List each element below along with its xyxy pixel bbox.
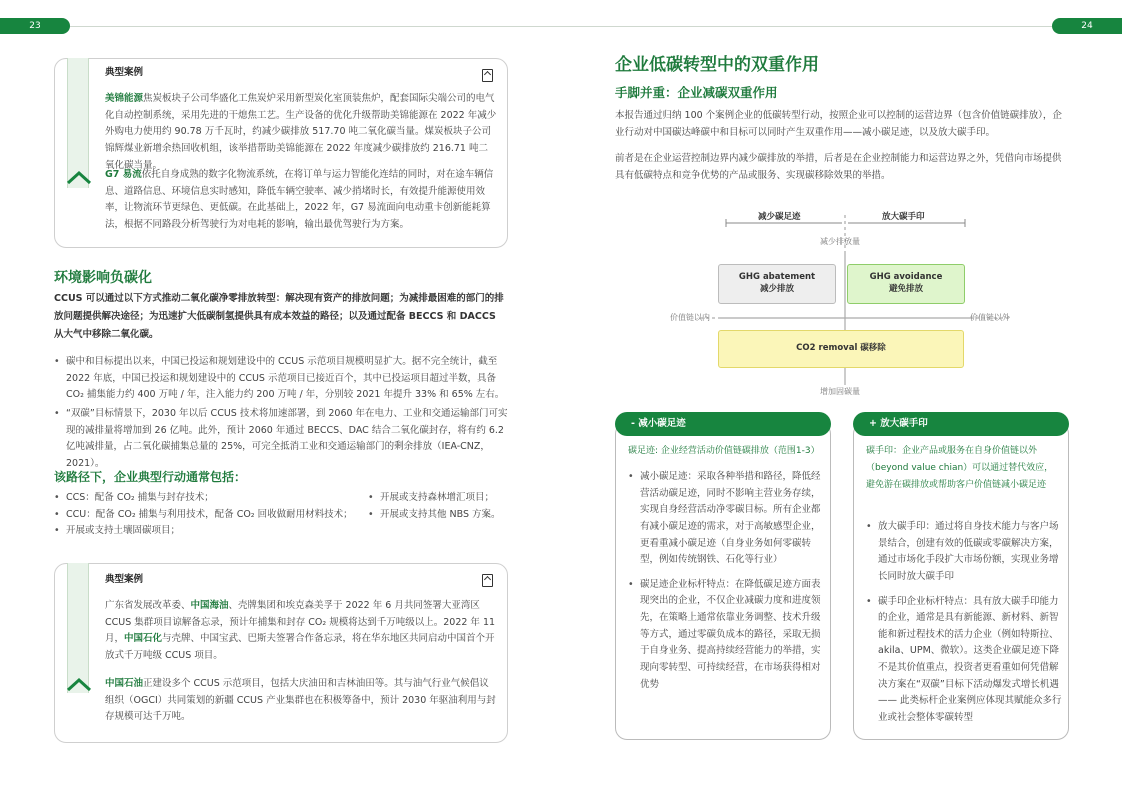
axis-label-left: 价值链以内 xyxy=(670,313,710,322)
list-item: • 碳中和目标提出以来，中国已投运和规划建设中的 CCUS 示范项目规模明显扩大。据不完全统计，截至 2022 年底，中国已投运和规划建设中的 CCUS 示范项目已接近百个，其中已投运项目超过半数，具备 CO₂ 捕集能力约 400 万吨 / 年，注入能力约 200 万吨 / 年，分别较 2021 年提升 33% 和 65% 左右。 xyxy=(54,354,508,404)
text-run: 广东省发展改革委、 xyxy=(105,600,191,611)
footprint-handprint-diagram xyxy=(670,205,1040,400)
chevron-decoration-icon xyxy=(65,676,93,694)
paragraph-text: 正建设多个 CCUS 示范项目，包括大庆油田和吉林油田等。其与油气行业气候倡议组织（OGCI）共同策划的新疆 CCUS 产业集群也在积极筹备中，预计 2030 年驱油利用与封存规模可达千万吨。 xyxy=(105,678,496,723)
path-list-col2 xyxy=(368,490,508,523)
list-item: • “双碳”目标情景下，2030 年以后 CCUS 技术将加速部署，到 2060 年在电力、工业和交通运输部门可实现的减排量将增加到 26 亿吨。此外，预计 2060 年通过 BECCS、DAC 结合二氧化碳封存，将有约 6.2 亿吨减排量，占二氧化碳捕集总量的 25%，可完全抵消工业和交通运输部门的剩余排放（IEA-CNZ，2021）。 xyxy=(54,406,508,473)
panel-definition: 碳手印：企业产品或服务在自身价值链以外（beyond value chian）可以通过替代效应，避免游在碳排放或帮助客户价值链减小碳足迹 xyxy=(866,446,1054,491)
case-paragraph-2 xyxy=(105,676,497,726)
ghg-abatement-box xyxy=(718,264,836,304)
page-subtitle: 手脚并重：企业减碳双重作用 xyxy=(615,85,778,100)
list-item: • 减小碳足迹：采取各种举措和路径，降低经营活动碳足迹，同时不影响主营业务存续，实现自身经营活动净零碳目标。所有企业都有减小碳足迹的需求，对于高敏感型企业，更看重减小碳足迹（自身业务如何零碳转型，例如传统钢铁、石化等行业） xyxy=(628,469,824,569)
handprint-pill: + 放大碳手印 xyxy=(853,412,1069,436)
panel-bullet-list xyxy=(628,469,824,693)
company-name: 中国海油 xyxy=(190,600,229,611)
company-name: 中国石油 xyxy=(105,678,144,689)
list-item: • 开展或支持其他 NBS 方案。 xyxy=(368,507,508,524)
list-item: • 开展或支持森林增汇项目； xyxy=(368,490,508,507)
case-title: 典型案例 xyxy=(105,67,144,78)
panel-bullet-list xyxy=(866,519,1062,727)
co2-removal-box xyxy=(718,330,964,368)
axis-label-top: 减少排放量 xyxy=(820,237,860,246)
case-card-1 xyxy=(54,58,508,248)
diagram-head-left: 减少碳足迹 xyxy=(758,212,801,222)
page-number-right: 24 xyxy=(1052,18,1122,34)
list-item: • 开展或支持土壤固碳项目； xyxy=(54,523,374,540)
footprint-panel xyxy=(615,422,831,740)
axis-label-bottom: 增加固碳量 xyxy=(820,387,860,396)
diagram-head-right: 放大碳手印 xyxy=(882,212,925,222)
bookmark-icon xyxy=(482,574,493,587)
list-item: • CCS：配备 CO₂ 捕集与封存技术； xyxy=(54,490,374,507)
box-label-en: GHG avoidance xyxy=(869,272,943,283)
bookmark-icon xyxy=(482,69,493,82)
case-paragraph-1 xyxy=(105,598,497,665)
page-number-left: 23 xyxy=(0,18,70,34)
box-label: CO2 removal 碳移除 xyxy=(796,343,886,354)
paragraph-text: 焦炭板块子公司华盛化工焦炭炉采用新型炭化室顶装焦炉，配套国际尖端公司的电气化自动控制系统，采用先进的干熄焦工艺。生产设备的优化升级帮助美锦能源在 2022 年减少外购电力使用约 90.78 万千瓦时，约减少碳排放 517.70 吨二氧化碳当量。煤炭板块子公司锦辉煤业新增余热回收机组，该举措帮助美锦能源在 2022 年度减少碳排放约 216.71 吨二氧化碳当量。 xyxy=(105,93,497,171)
company-name: 中国石化 xyxy=(124,633,163,645)
card-ribbon xyxy=(67,563,89,693)
panel-definition: 碳足迹: 企业经营活动价值链碳排放（范围1-3） xyxy=(628,446,820,456)
header-rule-right xyxy=(561,26,1052,27)
case-paragraph-1 xyxy=(105,91,497,174)
text-run: 与壳牌、中国宝武、巴斯夫签署合作备忘录，将在华东地区共同启动中国首个开放式千万吨级 CCUS 项目。 xyxy=(105,633,495,661)
box-label-cn: 避免排放 xyxy=(888,284,923,294)
handprint-panel xyxy=(853,422,1069,740)
intro-paragraph-1: 本报告通过归纳 100 个案例企业的低碳转型行动，按照企业可以控制的运营边界（包含价值链碳排放），企业行动对中国碳达峰碳中和目标可以同时产生双重作用——减小碳足迹，以及放大碳手印。 xyxy=(615,110,1062,138)
box-label-cn: 减少排放 xyxy=(759,284,794,294)
section-heading-env: 环境影响负碳化 xyxy=(54,270,152,286)
paragraph-text: 依托自身成熟的数字化物流系统，在将订单与运力智能化连结的同时，对在途车辆信息、道路信息、环境信息实时感知，降低车辆空驶率、减少捎堵时长，有效提升能源使用效率，让物流环节更绿色、更低碳。在此基础上，2022 年，G7 易流面向电动重卡创新能耗算法，根据不同路段分析驾驶行为对电耗的影响，输出最优驾驶行为方案。 xyxy=(105,169,494,230)
ghg-avoidance-box xyxy=(847,264,965,304)
list-item: • CCU：配备 CO₂ 捕集与利用技术，配备 CO₂ 回收做耐用材料技术； xyxy=(54,507,374,524)
list-item: • 碳手印企业标杆特点：具有放大碳手印能力的企业，通常是具有新能源、新材料、新智能和新过程技术的活力企业（例如特斯拉、akila、UPM、微软）。这类企业碳足迹下降不是其价值重点，投资者更看重如何凭借解决方案在“双碳”目标下活动爆发式增长机遇—— 此类标杆企业案例应体现其赋能众多行业或社会整体零碳转型 xyxy=(866,594,1062,727)
case-paragraph-2 xyxy=(105,167,497,234)
list-item: • 放大碳手印：通过将自身技术能力与客户场景结合，创建有效的低碳或零碳解决方案，通过市场化手段扩大市场份额，实现业务增长同时放大碳手印 xyxy=(866,519,1062,586)
section-lead: CCUS 可以通过以下方式推动二氧化碳净零排放转型：解决现有资产的排放问题；为减排最困难的部门的排放问题提供解决途径；为迅速扩大低碳制氢提供具有成本效益的路径；以及通过配备 BECCS 和 DACCS 从大气中移除二氧化碳。 xyxy=(54,293,504,341)
path-heading: 该路径下，企业典型行动通常包括： xyxy=(54,470,247,484)
footprint-pill: - 减小碳足迹 xyxy=(615,412,831,436)
text-run: 、壳牌集团和埃克森美孚于 2022 年 6 月共同签署大亚湾区 CCUS 集群项目谅解备忘录，预计年捕集和封存 CO₂ 规模将达到千万吨级以上。2022 年 11 月， xyxy=(105,600,496,645)
case-title: 典型案例 xyxy=(105,574,144,585)
intro-paragraph-2: 前者是在企业运营控制边界内减少碳排放的举措，后者是在企业控制能力和运营边界之外，凭借向市场提供具有低碳特点和竞争优势的产品或服务、实现碳移除效果的举措。 xyxy=(615,153,1062,181)
env-bullet-list xyxy=(54,354,508,472)
company-name: G7 易流 xyxy=(105,169,142,180)
page-title: 企业低碳转型中的双重作用 xyxy=(615,55,819,75)
box-label-en: GHG abatement xyxy=(738,272,816,283)
header-rule-left xyxy=(70,26,561,27)
case-card-2 xyxy=(54,563,508,743)
company-name: 美锦能源 xyxy=(105,93,144,104)
list-item: • 碳足迹企业标杆特点：在降低碳足迹方面表现突出的企业，不仅企业减碳力度和进度领先，在策略上通常依靠业务调整、技术升级等方式，通过零碳负成本的路径，采取无损于自身业务、提高持续经营能力的举措，实现向零转型、可持续经营，在市场获得相对优势 xyxy=(628,577,824,693)
chevron-decoration-icon xyxy=(65,169,93,187)
axis-label-right: 价值链以外 xyxy=(970,313,1010,322)
path-list-col1 xyxy=(54,490,374,540)
